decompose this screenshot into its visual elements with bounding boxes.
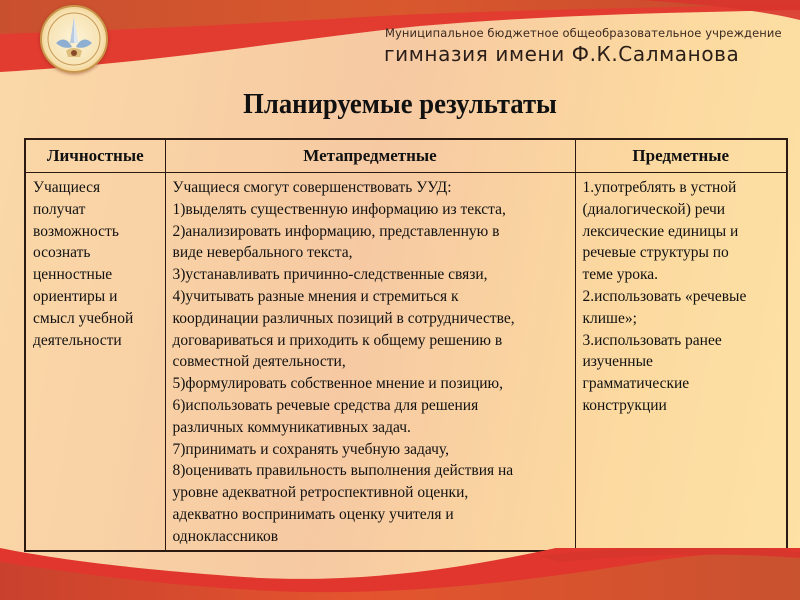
planned-results-table — [24, 138, 788, 552]
cell-line: получат — [33, 200, 86, 218]
cell-line: лексические единицы и — [582, 222, 739, 240]
cell-line: различных коммуникативных задач. — [172, 418, 411, 436]
header-wave-decoration — [0, 0, 800, 80]
cell-line: 2)анализировать информацию, представленную в — [172, 222, 500, 240]
cell-line: виде невербального текста, — [172, 244, 353, 262]
cell-line: грамматические — [582, 375, 690, 393]
cell-line: 6)использовать речевые средства для решения — [172, 396, 479, 414]
cell-line: 7)принимать и сохранять учебную задачу, — [172, 440, 450, 458]
cell-line: Учащиеся — [33, 179, 101, 196]
emblem-icon — [42, 7, 106, 71]
cell-line: речевые структуры по — [582, 244, 729, 262]
cell-line: 1.употреблять в устной — [582, 179, 737, 196]
cell-line: осознать — [33, 244, 91, 262]
cell-line: 4)учитывать разные мнения и стремиться к — [172, 287, 459, 305]
cell-line: смысл учебной — [33, 309, 134, 327]
cell-line: договариваться и приходить к общему решению в — [172, 331, 503, 349]
cell-personal — [25, 173, 165, 552]
cell-line: возможность — [33, 222, 119, 240]
cell-line: 2.использовать «речевые — [582, 287, 747, 305]
cell-line: (диалогической) речи — [582, 200, 726, 218]
column-header-metasubject: Метапредметные — [165, 139, 575, 173]
cell-line: 3.использовать ранее — [582, 331, 722, 349]
cell-metasubject — [165, 173, 575, 552]
cell-line: ориентиры и — [33, 287, 118, 305]
cell-subject — [575, 173, 787, 552]
school-subtitle: Муниципальное бюджетное общеобразовательное учреждение — [385, 26, 782, 40]
column-header-subject: Предметные — [575, 139, 787, 173]
cell-line: 8)оценивать правильность выполнения действия на — [172, 462, 514, 480]
page-title: Планируемые результаты — [243, 88, 557, 120]
footer-wave-decoration — [0, 548, 800, 600]
cell-line: 3)устанавливать причинно-следственные связи, — [172, 266, 488, 284]
cell-line: клише»; — [582, 309, 637, 327]
cell-line: 1)выделять существенную информацию из текста, — [172, 200, 506, 218]
cell-line: ценностные — [33, 266, 113, 284]
table-row — [25, 173, 787, 552]
cell-line: деятельности — [33, 331, 122, 349]
cell-line: изученные — [582, 353, 653, 371]
cell-line: Учащиеся смогут совершенствовать УУД: — [172, 179, 452, 196]
cell-line: теме урока. — [582, 266, 659, 284]
school-emblem-logo — [40, 5, 108, 73]
cell-line: уровне адекватной ретроспективной оценки, — [172, 484, 469, 502]
cell-line: одноклассников — [172, 527, 279, 545]
school-name: гимназия имени Ф.К.Салманова — [384, 42, 740, 66]
cell-line: координации различных позиций в сотрудничестве, — [172, 309, 515, 327]
column-header-personal: Личностные — [25, 139, 165, 173]
cell-line: конструкции — [582, 396, 667, 414]
cell-line: совместной деятельности, — [172, 353, 346, 371]
cell-line: 5)формулировать собственное мнение и позицию, — [172, 375, 504, 393]
cell-line: адекватно воспринимать оценку учителя и — [172, 505, 454, 523]
table-header-row — [25, 139, 787, 173]
